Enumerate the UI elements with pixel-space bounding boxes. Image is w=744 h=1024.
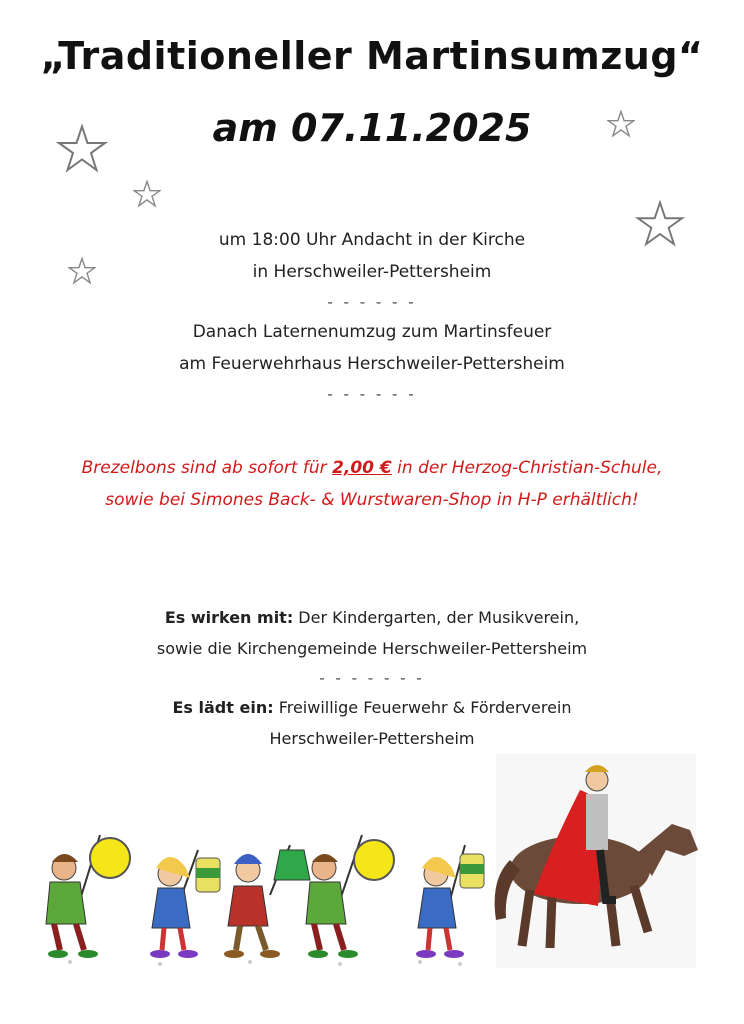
credits-text: Der Kindergarten, der Musikverein, [293,608,580,627]
separator: - - - - - - [327,293,417,311]
saint-martin-on-horse [495,754,698,968]
child-with-lantern [46,835,130,958]
separator: - - - - - - [327,385,417,403]
info-line: Danach Laternenumzug zum Martinsfeuer [192,322,552,342]
brezel-price: 2,00 € [332,458,392,478]
event-info [0,224,744,408]
star-icon [607,110,635,138]
separator: - - - - - - - [319,669,425,687]
credits-line: sowie die Kirchengemeinde Herschweiler-Pettersheim [156,639,588,658]
star-icon [133,180,161,208]
child-with-lantern [416,845,484,958]
brezel-text: Brezelbons sind ab sofort für [81,458,333,478]
brezel-text: in der Herzog-Christian-Schule, [391,458,663,478]
info-line: am Feuerwehrhaus Herschweiler-Pettersheim [179,354,565,374]
credits-text: Freiwillige Feuerwehr & Förderverein [273,698,572,717]
brezel-line [0,452,744,484]
credits-line [0,692,744,723]
credits [0,602,744,754]
child-with-lantern [306,835,394,958]
child-with-lantern [150,850,220,958]
credits-label: Es wirken mit: [164,608,294,627]
brezel-notice [0,452,744,516]
poster-date: am 07.11.2025 [212,106,532,150]
credits-label: Es lädt ein: [172,698,274,717]
star-icon [56,124,108,174]
credits-line: Herschweiler-Pettersheim [269,729,475,748]
poster-title: „Traditioneller Martinsumzug“ [40,34,704,78]
child-with-lantern [224,845,310,958]
info-line: in Herschweiler-Pettersheim [252,262,492,282]
lantern-procession-illustration [40,750,704,980]
credits-line [0,602,744,633]
info-line: um 18:00 Uhr Andacht in der Kirche [218,230,526,250]
brezel-line: sowie bei Simones Back- & Wurstwaren-Shop in H-P erhältlich! [105,490,639,510]
